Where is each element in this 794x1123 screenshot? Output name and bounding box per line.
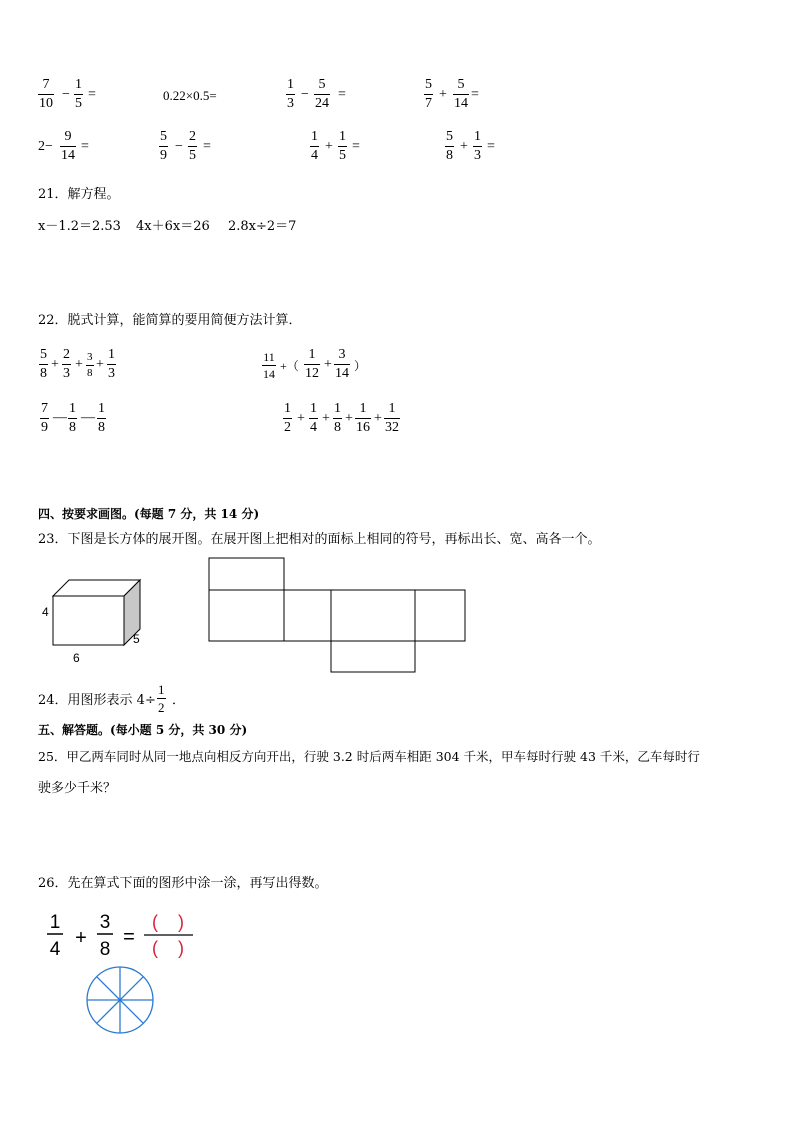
q21-equation-2: 4x＋6x＝26 (136, 219, 210, 234)
fraction: $\frac{5}{8}$ (40, 347, 47, 381)
section4-heading: 四、按要求画图。(每题 7 分，共 14 分) (38, 507, 260, 521)
q24-text: 24．用图形表示 4÷ (38, 693, 156, 708)
fraction: $\frac{9}{14}$ (61, 129, 75, 163)
fraction-circle[interactable] (84, 964, 156, 1036)
fraction: $\frac{5}{8}$ (446, 129, 453, 163)
fraction: $\frac{1}{4}$ (311, 129, 318, 163)
net-face (331, 590, 415, 641)
fraction-numerator: 1 (49, 912, 61, 933)
fraction: $\frac{1}{4}$ (310, 401, 317, 435)
cuboid-depth-label: 5 (133, 632, 140, 646)
fraction: $\frac{1}{5}$ (75, 77, 82, 111)
fraction: $\frac{1}{32}$ (385, 401, 399, 435)
fraction: $\frac{3}{8}$ (87, 351, 93, 379)
fraction: $\frac{11}{14}$ (263, 350, 275, 381)
answer-denominator-blank[interactable]: ( ) (152, 938, 184, 958)
fraction: $\frac{5}{14}$ (454, 77, 468, 111)
fraction: $\frac{1}{3}$ (287, 77, 294, 111)
equals-sign: = (123, 926, 135, 948)
q26-title: 26．先在算式下面的图形中涂一涂，再写出得数。 (38, 876, 328, 891)
fraction: $\frac{5}{9}$ (160, 129, 167, 163)
fraction: $\frac{1}{2}$ (284, 401, 291, 435)
cuboid-front-face (53, 596, 124, 645)
answer-numerator-blank[interactable]: ( ) (152, 912, 184, 932)
q21-title: 21．解方程。 (38, 187, 120, 202)
row1-expr2: 0.22×0.5= (163, 88, 217, 103)
plus-sign: + (75, 927, 87, 949)
net-face (415, 590, 465, 641)
fraction: $\frac{1}{3}$ (474, 129, 481, 163)
section5-heading: 五、解答题。(每小题 5 分，共 30 分) (38, 723, 248, 737)
fraction-denominator: 8 (99, 939, 111, 960)
cuboid-height-label: 4 (42, 605, 49, 619)
q25-line-1: 25．甲乙两车同时从同一地点向相反方向开出，行驶 3.2 时后两车相距 304 千米，甲车每时行驶 43 千米，乙车每时行 (38, 749, 700, 764)
q25-line-2: 驶多少千米？ (38, 781, 117, 796)
fraction: $\frac{1}{3}$ (108, 347, 115, 381)
fraction: $\frac{7}{9}$ (41, 401, 48, 435)
fraction-numerator: 3 (99, 912, 111, 933)
q21-equation-3: 2.8x÷2＝7 (228, 219, 297, 234)
fraction: $\frac{1}{5}$ (339, 129, 346, 163)
fraction: $\frac{1}{8}$ (334, 401, 341, 435)
fraction: $\frac{7}{10}$ (39, 77, 53, 111)
fraction: $\frac{1}{2}$ (158, 682, 165, 715)
q26-expression (40, 908, 210, 964)
q21-equation-1: x－1.2＝2.53 (38, 219, 121, 234)
fraction: $\frac{2}{3}$ (63, 347, 70, 381)
fraction: $\frac{1}{8}$ (98, 401, 105, 435)
cuboid-figure (36, 574, 148, 668)
fraction: $\frac{3}{14}$ (335, 347, 349, 381)
net-face (209, 558, 284, 590)
fraction: $\frac{5}{7}$ (425, 77, 432, 111)
q22-title: 22．脱式计算，能简算的要用简便方法计算． (38, 313, 302, 328)
fraction: $\frac{1}{8}$ (69, 401, 76, 435)
fraction: $\frac{2}{5}$ (189, 129, 196, 163)
fraction-denominator: 4 (49, 939, 61, 960)
net-face (209, 590, 284, 641)
cuboid-length-label: 6 (73, 651, 80, 665)
cuboid-net (208, 557, 468, 675)
net-face (284, 590, 331, 641)
fraction: $\frac{1}{12}$ (305, 347, 319, 381)
net-face (331, 641, 415, 672)
q23-title: 23．下图是长方体的展开图。在展开图上把相对的面标上相同的符号，再标出长、宽、高各一个。 (38, 532, 601, 547)
fraction: $\frac{1}{16}$ (356, 401, 370, 435)
fraction: $\frac{5}{24}$ (315, 77, 329, 111)
